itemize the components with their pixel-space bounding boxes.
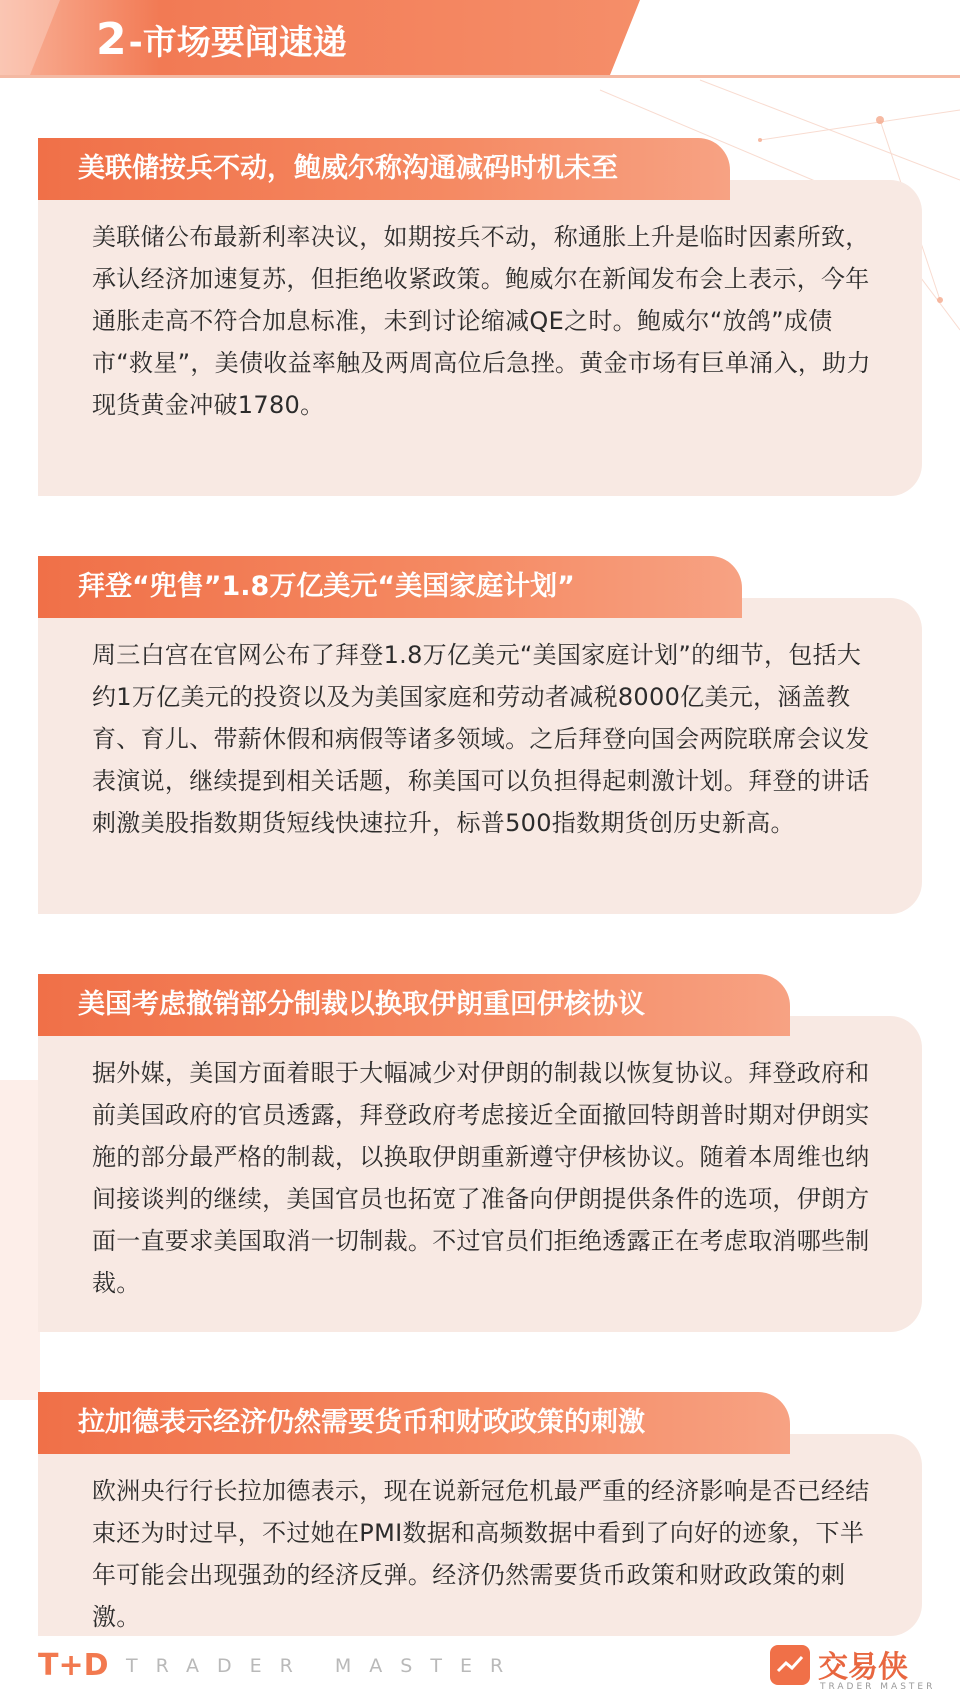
td-logo: T+D: [38, 1648, 109, 1683]
news-card: [38, 1392, 922, 1636]
card-text: 美联储公布最新利率决议，如期按兵不动，称通胀上升是临时因素所致，承认经济加速复苏，但拒绝收紧政策。鲍威尔在新闻发布会上表示，今年通胀走高不符合加息标准，未到讨论缩减QE之时。鲍威尔“放鸽”成债市“救星”，美债收益率触及两周高位后急挫。黄金市场有巨单涌入，助力现货黄金冲破1780。: [92, 223, 871, 419]
card-title: 拜登“兜售”1.8万亿美元“美国家庭计划”: [78, 571, 575, 602]
section-title: [96, 10, 347, 73]
card-title: 美国考虑撤销部分制裁以换取伊朗重回伊核协议: [78, 989, 645, 1020]
news-card: [38, 974, 922, 1332]
card-text: 据外媒，美国方面着眼于大幅减少对伊朗的制裁以恢复协议。拜登政府和前美国政府的官员透露，拜登政府考虑接近全面撤回特朗普时期对伊朗实施的部分最严格的制裁，以换取伊朗重新遵守伊核协议。随着本周维也纳间接谈判的继续，美国官员也拓宽了准备向伊朗提供条件的选项，伊朗方面一直要求美国取消一切制裁。不过官员们拒绝透露正在考虑取消哪些制裁。: [92, 1059, 870, 1297]
card-title: 美联储按兵不动，鲍威尔称沟通减码时机未至: [78, 153, 618, 184]
card-text: 欧洲央行行长拉加德表示，现在说新冠危机最严重的经济影响是否已经结束还为时过早，不过她在PMI数据和高频数据中看到了向好的迹象，下半年可能会出现强劲的经济反弹。经济仍然需要货币政策和财政政策的刺激。: [92, 1477, 870, 1631]
trader-master-logo-icon: [770, 1645, 810, 1685]
footer-brand-text: TRADER MASTER: [126, 1655, 522, 1677]
partner-subtitle: TRADER MASTER: [820, 1682, 936, 1692]
news-card: [38, 138, 922, 496]
section-number: 2: [96, 14, 127, 65]
partner-name: 交易侠: [818, 1650, 908, 1685]
card-title: 拉加德表示经济仍然需要货币和财政政策的刺激: [78, 1407, 645, 1438]
card-text: 周三白宫在官网公布了拜登1.8万亿美元“美国家庭计划”的细节，包括大约1万亿美元的投资以及为美国家庭和劳动者减税8000亿美元，涵盖教育、育儿、带薪休假和病假等诸多领域。之后拜登向国会两院联席会议发表演说，继续提到相关话题，称美国可以负担得起刺激计划。拜登的讲话刺激美股指数期货短线快速拉升，标普500指数期货创历史新高。: [92, 641, 870, 837]
news-card: [38, 556, 922, 914]
section-title-text: -市场要闻速递: [128, 23, 347, 63]
